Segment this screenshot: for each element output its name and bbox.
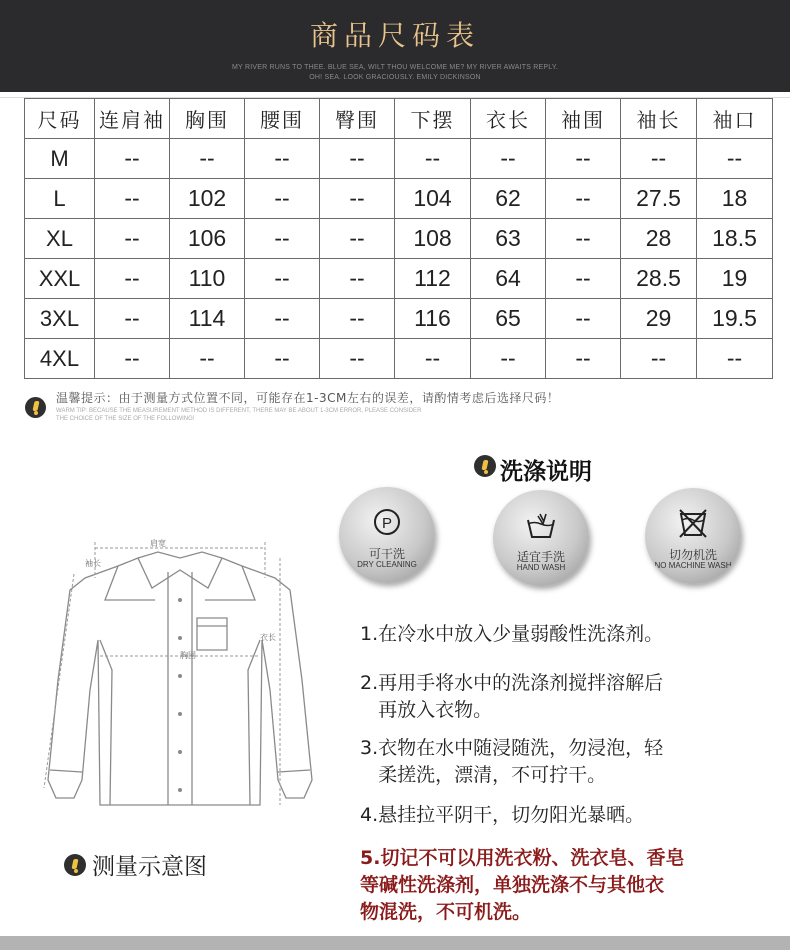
wash-section-title: 洗涤说明 [500,459,592,485]
measurement-cell: 62 [471,179,546,219]
dry-clean-icon [372,507,402,537]
measurement-cell: -- [621,139,697,179]
shirt-buttons [178,598,182,792]
shirt-sides [100,640,260,805]
sleeve-label: 袖长 [85,559,101,568]
dry-clean-label: 可干洗 [368,547,405,561]
column-header: 连肩袖 [95,99,170,139]
size-table [24,98,773,379]
shirt-yoke [105,566,255,600]
column-header: 下摆 [395,99,471,139]
tip-text: 温馨提示：由于测量方式位置不同，可能存在1-3CM左右的误差，请酌情考虑后选择尺码！ [56,391,560,405]
measurement-cell: -- [621,339,697,379]
hand-wash-label: 适宜手洗 [516,550,565,564]
shirt-placket [168,572,192,805]
wash-step-3-cont: 柔搓洗，漂清，不可拧干。 [360,764,607,786]
no-machine-wash-icon [678,508,708,538]
measurement-cell: -- [320,179,395,219]
measurement-cell: -- [546,299,621,339]
measurement-cell: -- [245,179,320,219]
measurement-cell: -- [546,139,621,179]
measurement-cell: 112 [395,259,471,299]
measurement-cell: 18.5 [697,219,773,259]
shirt-pocket [197,618,227,650]
measurement-cell: -- [245,299,320,339]
column-header: 尺码 [25,99,95,139]
measurement-cell: -- [471,139,546,179]
table-row [25,179,773,219]
size-cell: XL [25,219,95,259]
shoulder-label: 肩宽 [150,539,166,548]
chest-label: 胸围 [180,651,196,660]
measurement-cell: -- [245,339,320,379]
table-row [25,219,773,259]
svg-text:P: P [382,515,393,532]
hand-wash-icon [526,510,556,540]
size-cell: XXL [25,259,95,299]
table-row [25,339,773,379]
column-header: 衣长 [471,99,546,139]
footer-bar [0,936,790,950]
warning-icon [64,854,86,876]
wash-step-1: 1.在冷水中放入少量弱酸性洗涤剂。 [360,623,664,645]
measurement-cell: -- [320,259,395,299]
tip-text-en-1: WARM TIP: BECAUSE THE MEASUREMENT METHOD IS DIFFERENT, THERE MAY BE ABOUT 1-3CM ERROR, PLEASE CONSIDER [56,408,422,414]
dry-clean-badge [339,487,435,583]
header-quote-line-1: MY RIVER RUNS TO THEE. BLUE SEA, WILT THOU WELCOME ME? MY RIVER AWAITS REPLY. [232,64,558,71]
table-row [25,299,773,339]
measurement-cell: -- [320,139,395,179]
size-cell: L [25,179,95,219]
measurement-cell: 19.5 [697,299,773,339]
measurement-cell: -- [95,139,170,179]
diagram-caption: 测量示意图 [92,854,207,880]
wash-step-5-cont-2: 物混洗，不可机洗。 [360,901,532,923]
measurement-cell: -- [471,339,546,379]
table-row [25,259,773,299]
measurement-cell: 28.5 [621,259,697,299]
wash-step-5: 5.切记不可以用洗衣粉、洗衣皂、香皂 [360,847,685,869]
measurement-cell: 108 [395,219,471,259]
measurement-cell: -- [95,219,170,259]
measurement-cell: -- [95,299,170,339]
measurement-cell: 116 [395,299,471,339]
measurement-cell: -- [546,179,621,219]
wash-step-4: 4.悬挂拉平阴干，切勿阳光暴晒。 [360,804,645,826]
measurement-cell: -- [95,179,170,219]
measurement-cell: -- [245,139,320,179]
page-title: 商品尺码表 [309,19,480,52]
size-cell: 3XL [25,299,95,339]
column-header: 袖口 [697,99,773,139]
column-header: 袖围 [546,99,621,139]
measurement-cell: -- [245,219,320,259]
measurement-cell: -- [546,219,621,259]
measurement-cell: 110 [170,259,245,299]
no-machine-wash-label: 切勿机洗 [668,548,717,562]
size-cell: M [25,139,95,179]
measurement-cell: 18 [697,179,773,219]
measurement-cell: -- [320,299,395,339]
warning-icon [474,455,496,477]
measurement-cell: 19 [697,259,773,299]
sleeve-measure-line [44,574,74,788]
size-table-header-row [25,99,773,139]
measurement-cell: 29 [621,299,697,339]
measurement-cell: -- [395,139,471,179]
measurement-cell: 102 [170,179,245,219]
measurement-cell: 104 [395,179,471,219]
measurement-cell: 28 [621,219,697,259]
no-machine-wash-label-en: NO MACHINE WASH [654,561,732,570]
hand-wash-label-en: HAND WASH [516,563,566,572]
tip-text-en-2: THE CHOICE OF THE SIZE OF THE FOLLOWING! [56,416,195,422]
measurement-cell: 114 [170,299,245,339]
measurement-cell: -- [170,339,245,379]
measurement-cell: -- [697,139,773,179]
measurement-cell: -- [395,339,471,379]
shirt-measurement-diagram [30,530,330,835]
column-header: 腰围 [245,99,320,139]
measurement-cell: 63 [471,219,546,259]
measurement-cell: -- [95,339,170,379]
measurement-cell: -- [170,139,245,179]
column-header: 臀围 [320,99,395,139]
measurement-cell: -- [546,259,621,299]
length-label: 衣长 [260,633,276,642]
measurement-cell: -- [320,219,395,259]
wash-step-2: 2.再用手将水中的洗涤剂搅拌溶解后 [360,672,664,694]
dry-clean-label-en: DRY CLEANING [357,560,417,569]
table-row [25,139,773,179]
header-banner [0,0,790,92]
no-machine-wash-badge [645,488,741,584]
shirt-collar [138,552,222,588]
column-header: 袖长 [621,99,697,139]
measurement-cell: -- [697,339,773,379]
shirt-cuffs [50,770,310,772]
measurement-cell: -- [546,339,621,379]
hand-wash-badge [493,490,589,586]
measurement-cell: 27.5 [621,179,697,219]
column-header: 胸围 [170,99,245,139]
wash-step-2-cont: 再放入衣物。 [360,699,493,721]
measurement-cell: 64 [471,259,546,299]
measurement-cell: -- [95,259,170,299]
measurement-cell: -- [320,339,395,379]
warning-icon [25,397,46,418]
measurement-cell: -- [245,259,320,299]
header-quote-line-2: OH! SEA. LOOK GRACIOUSLY. EMILY DICKINSON [309,74,481,81]
wash-step-5-cont: 等碱性洗涤剂，单独洗涤不与其他衣 [360,874,665,896]
size-cell: 4XL [25,339,95,379]
wash-step-3: 3.衣物在水中随浸随洗，勿浸泡，轻 [360,737,664,759]
measurement-cell: 65 [471,299,546,339]
measurement-cell: 106 [170,219,245,259]
shirt-outline [48,558,312,805]
